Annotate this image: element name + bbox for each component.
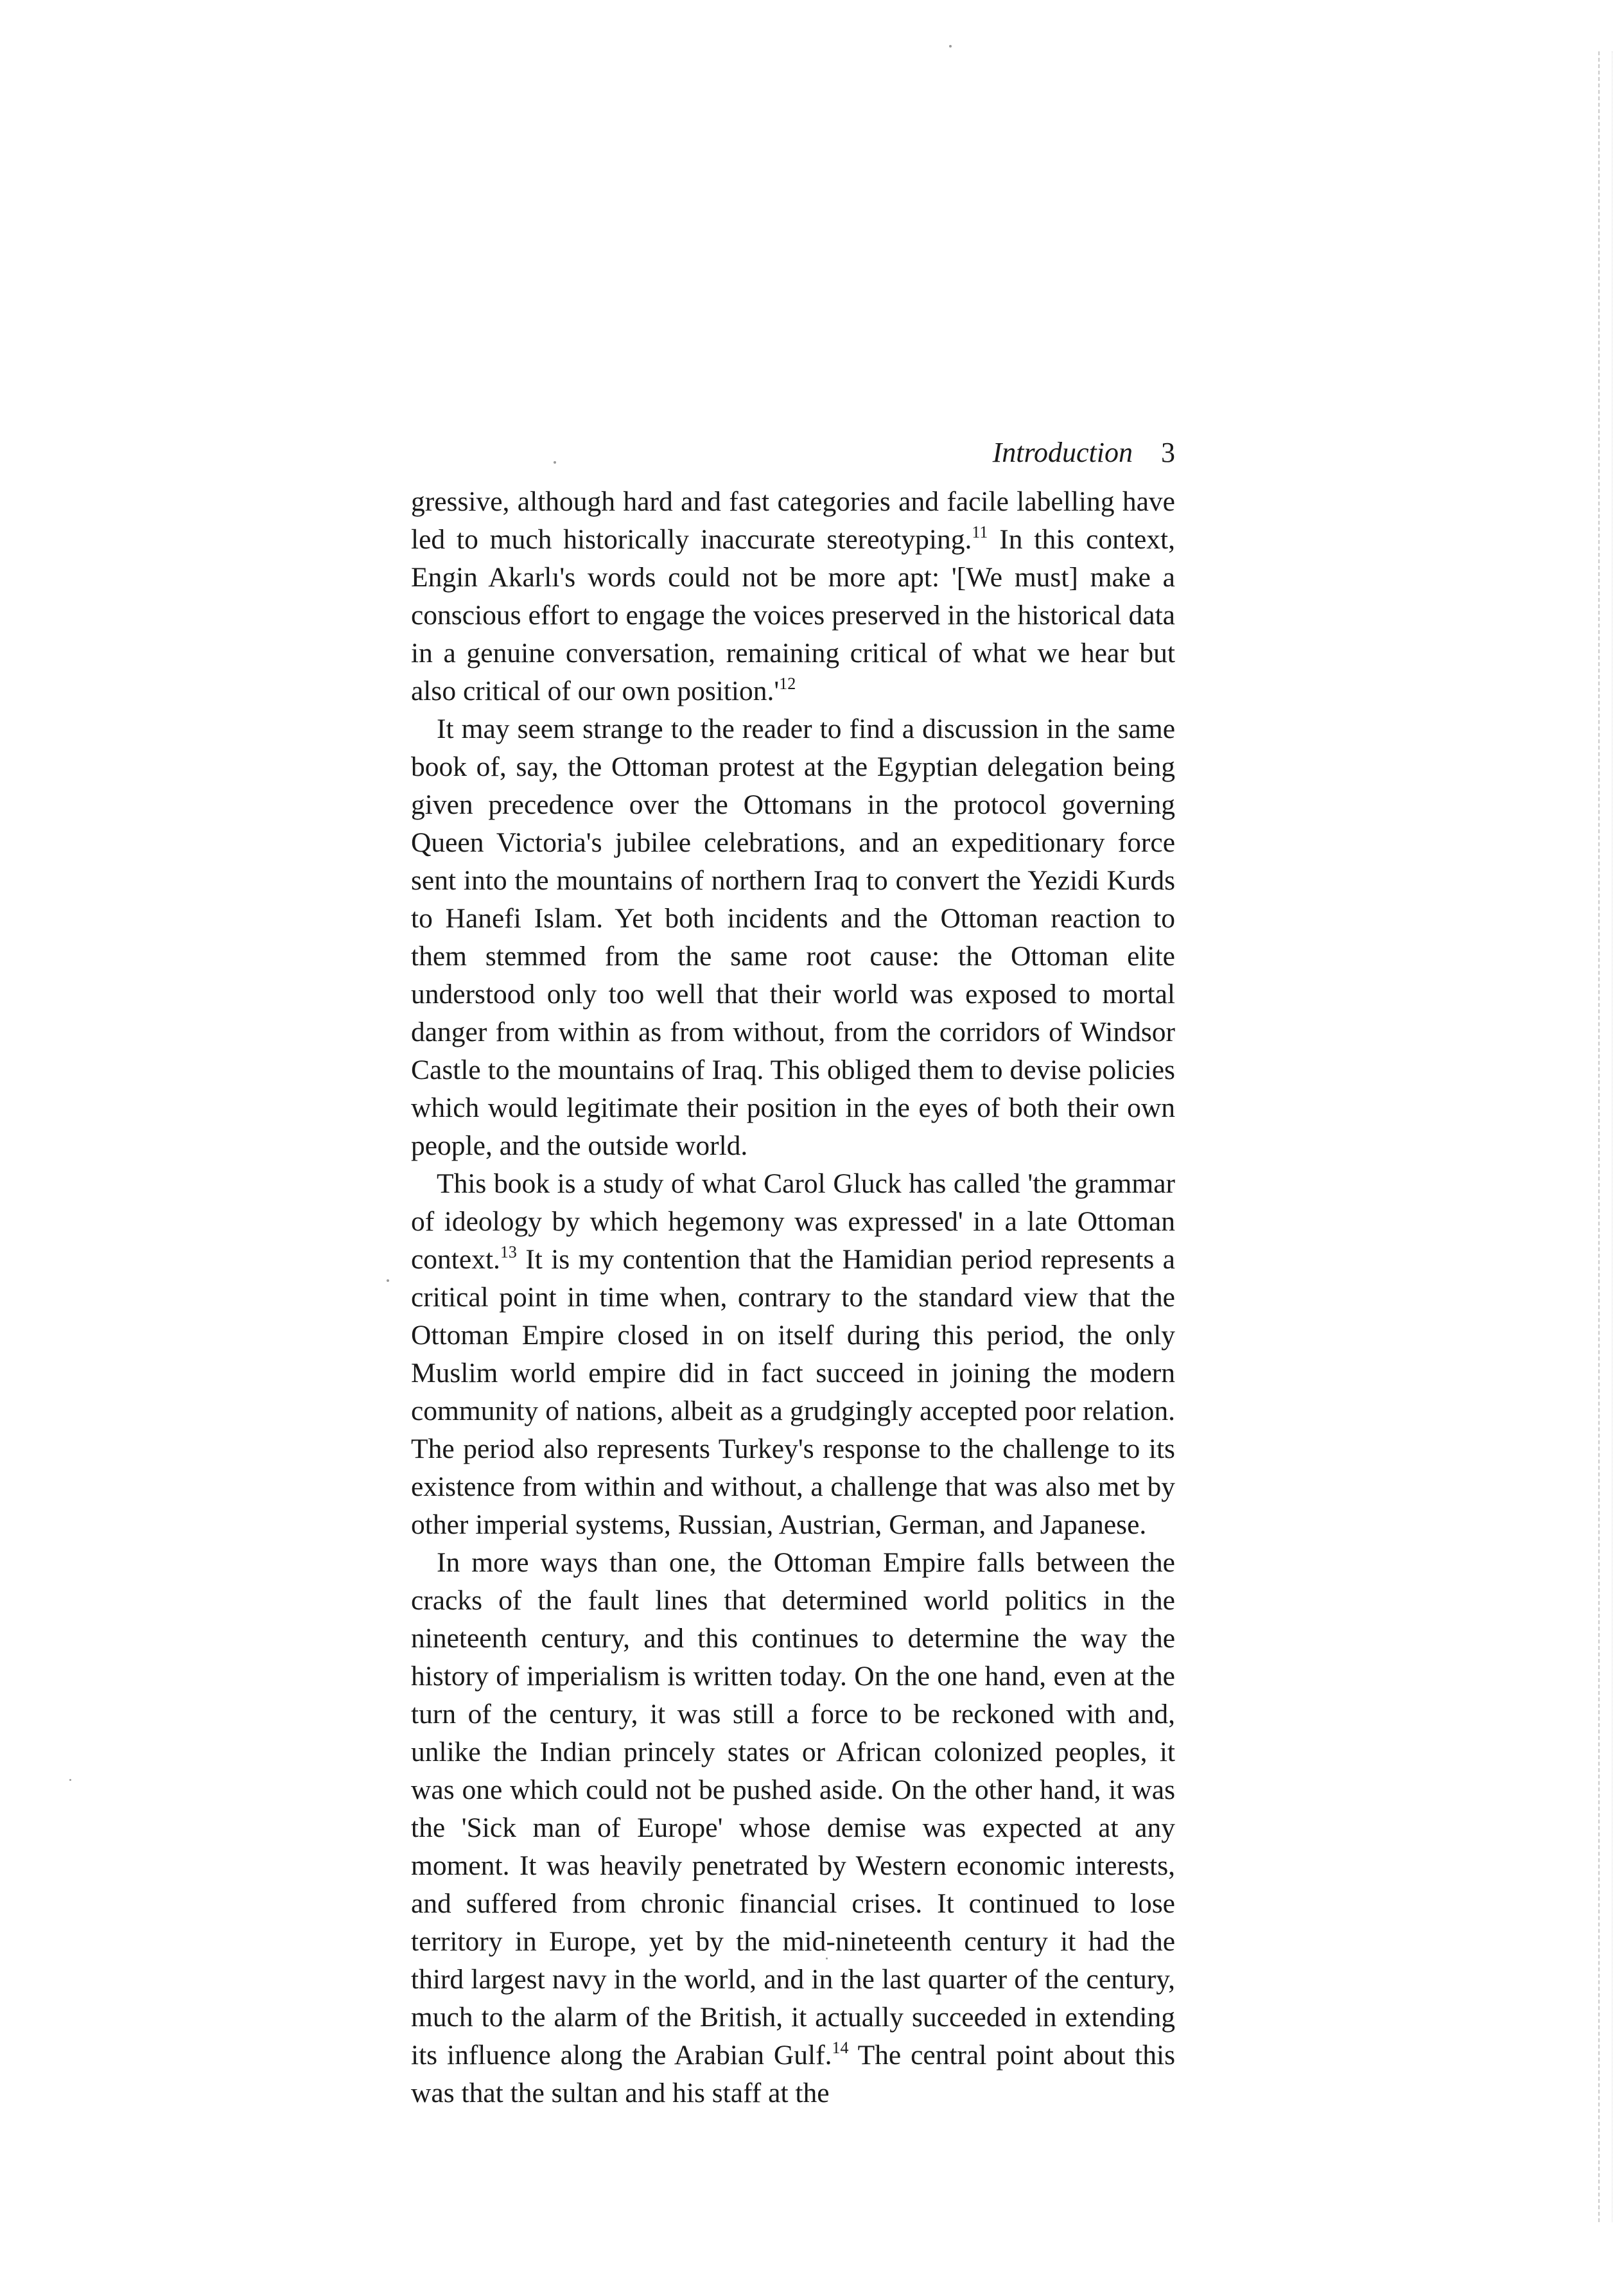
paragraph-text: This book is a study of what Carol Gluck has called 'the grammar of ideology by which hegemony was expressed' in a late Ottoman context. (411, 1168, 1175, 1275)
scan-speck (949, 45, 952, 48)
footnote-marker: 11 (972, 523, 988, 542)
paragraph-text: It may seem strange to the reader to find a discussion in the same book of, say, the Ottoman protest at the Egyptian delegation being given precedence over the Ottomans in the protocol governing Queen Victoria's jubilee celebrations, and an expeditionary force sent into the mountains of northern Iraq to convert the Yezidi Kurds to Hanefi Islam. Yet both incidents and the Ottoman reaction to them stemmed from the same root cause: the Ottoman elite understood only too well that their world was exposed to mortal danger from within as from without, from the corridors of Windsor Castle to the mountains of Iraq. This obliged them to devise policies which would legitimate their position in the eyes of both their own people, and the outside world. (411, 714, 1175, 1161)
footnote-marker: 12 (779, 674, 796, 694)
scan-speck (69, 1779, 71, 1781)
paragraph-text: The central point about this was that the sultan and his staff at the (411, 2040, 1175, 2108)
footnote-marker: 13 (500, 1243, 517, 1262)
paragraph (411, 483, 1175, 710)
running-head-title: Introduction (992, 437, 1133, 468)
paragraph-text: In this context, Engin Akarlı's words could not be more apt: '[We must] make a conscious effort to engage the voices preserved in the historical data in a genuine conversation, remaining critical of what we hear but also critical of our own position.' (411, 524, 1176, 706)
page-number: 3 (1161, 437, 1175, 468)
body-text (411, 483, 1175, 2112)
footnote-marker: 14 (832, 2038, 849, 2058)
running-head (411, 430, 1175, 475)
paragraph (411, 1544, 1175, 2112)
scan-edge-line (1598, 51, 1600, 2222)
paragraph-text: It is my contention that the Hamidian period represents a critical point in time when, contrary to the standard view that the Ottoman Empire closed in on itself during this period, the only Muslim world empire did in fact succeed in joining the modern community of nations, albeit as a grudgingly accepted poor relation. The period also represents Turkey's response to the challenge to its existence from within and without, a challenge that was also met by other imperial systems, Russian, Austrian, German, and Japanese. (411, 1244, 1175, 1540)
paragraph (411, 1165, 1175, 1544)
paragraph-text: In more ways than one, the Ottoman Empire falls between the cracks of the fault lines that determined world politics in the nineteenth century, and this continues to determine the way the history of imperialism is written today. On the one hand, even at the turn of the century, it was still a force to be reckoned with and, unlike the Indian princely states or African colonized peoples, it was one which could not be pushed aside. On the other hand, it was the 'Sick man of Europe' whose demise was expected at any moment. It was heavily penetrated by Western economic interests, and suffered from chronic financial crises. It continued to lose territory in Europe, yet by the mid-nineteenth century it had the third largest navy in the world, and in the last quarter of the century, much to the alarm of the British, it actually succeeded in extending its influence along the Arabian Gulf. (411, 1547, 1175, 2071)
paragraph (411, 710, 1175, 1165)
paragraph-text: gressive, although hard and fast categories and facile labelling have led to much historically inaccurate stereotyping. (411, 486, 1175, 555)
scan-speck (387, 1279, 389, 1282)
